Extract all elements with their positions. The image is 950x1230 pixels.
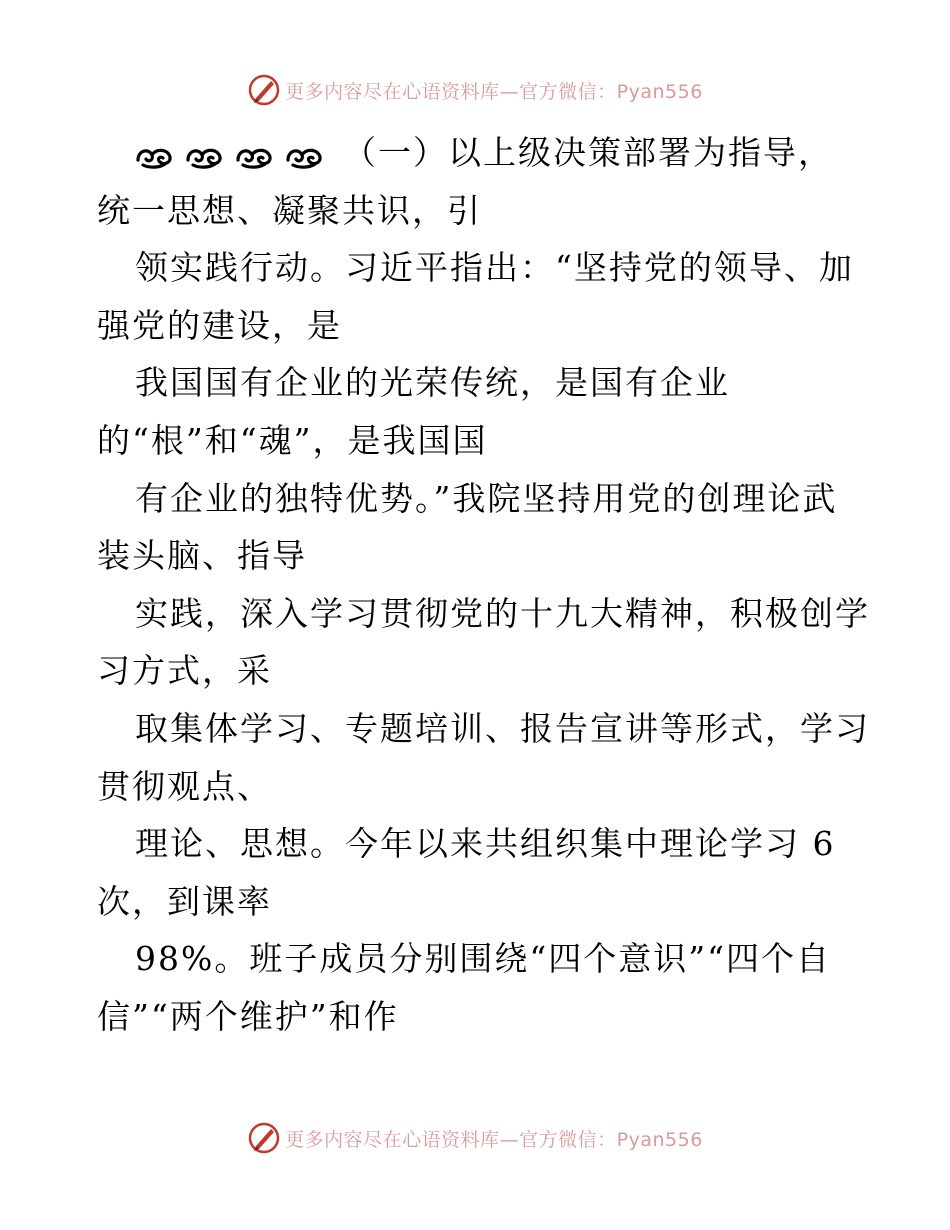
text-line-content: 领实践行动。习近平指出：“坚持党的领导、加: [135, 248, 854, 288]
swirl-ornament-icon: [235, 144, 273, 170]
text-line-content: 次，到课率: [97, 881, 272, 921]
text-line: [97, 297, 857, 355]
text-line-content: 有企业的独特优势。”我院坚持用党的创理论武: [135, 478, 838, 518]
ornament-group: [135, 126, 335, 184]
text-line: [97, 354, 857, 412]
text-line: [97, 585, 870, 643]
text-line: [97, 527, 857, 585]
text-line-content: 装头脑、指导: [97, 536, 307, 576]
text-line: [97, 239, 857, 297]
text-line: [97, 412, 857, 470]
text-line-content: 强党的建设，是: [97, 305, 342, 345]
text-line: [97, 700, 870, 758]
text-line-content: 统一思想、凝聚共识，引: [97, 190, 482, 230]
swirl-ornament-icon: [185, 144, 223, 170]
footer-watermark: [0, 1118, 950, 1158]
text-line-content: 实践，深入学习贯彻党的十九大精神，积极创学: [135, 593, 870, 633]
watermark-text: 更多内容尽在心语资料库—官方微信：Pyan556: [285, 80, 703, 103]
text-line-content: 信”“两个维护”和作: [97, 996, 399, 1036]
text-line: [97, 930, 857, 988]
text-line-content: 取集体学习、专题培训、报告宣讲等形式，学习: [135, 708, 870, 748]
text-line-content: 贯彻观点、: [97, 766, 272, 806]
swirl-ornament-icon: [135, 144, 173, 170]
watermark-text: 更多内容尽在心语资料库—官方微信：Pyan556: [285, 1128, 703, 1151]
text-line: [97, 182, 857, 240]
text-line-content: 我国国有企业的光荣传统，是国有企业: [135, 363, 730, 403]
text-line-content: 98%。班子成员分别围绕“四个意识”“四个自: [135, 939, 831, 979]
text-line: [97, 815, 857, 873]
text-line: [97, 642, 857, 700]
swirl-ornament-icon: [285, 144, 323, 170]
header-watermark: [0, 70, 950, 110]
text-line: [97, 988, 857, 1046]
text-line: [97, 758, 857, 816]
text-line-content: 的“根”和“魂”，是我国国: [97, 420, 488, 460]
text-line-content: 理论、思想。今年以来共组织集中理论学习 6: [135, 824, 836, 864]
text-line: [97, 873, 857, 931]
text-line-content: 习方式，采: [97, 651, 272, 691]
text-line: [97, 470, 857, 528]
pen-logo-icon: [247, 73, 281, 107]
document-body: [97, 124, 870, 1046]
pen-logo-icon: [247, 1121, 281, 1155]
text-line: [97, 124, 857, 182]
text-line-content: （一）以上级决策部署为指导，: [343, 133, 833, 172]
